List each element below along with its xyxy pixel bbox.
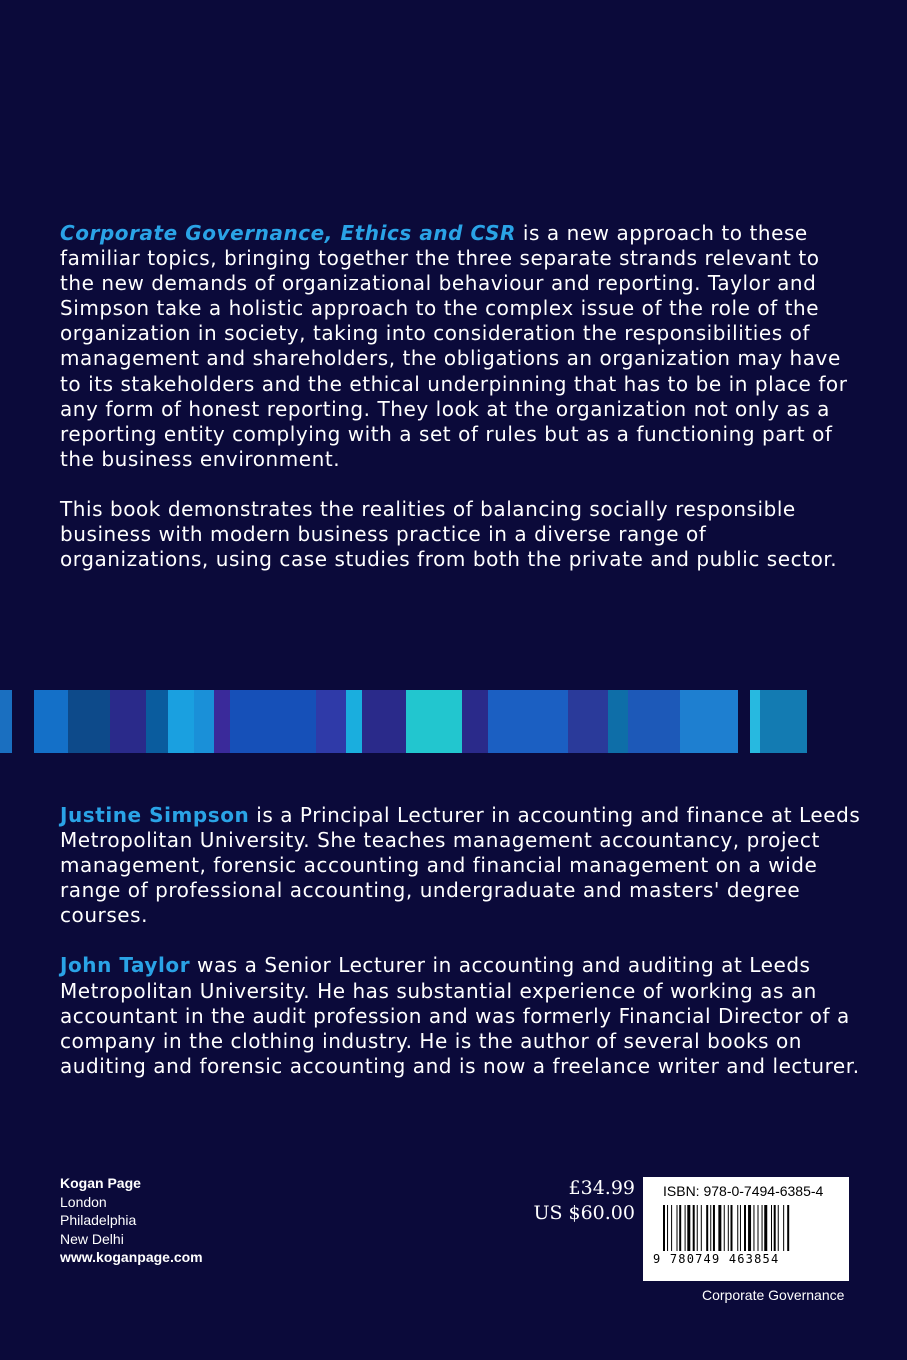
blurb-text-1: is a new approach to these familiar topics, bringing together the three separate strands relevant to the new demands of organizational behaviour and reporting. Taylor and Simpson take a holistic approach to the complex issue of the role of the organization in society, taking into consideration the responsibilities of management and shareholders, the obligations an organization may have to its stakeholders and the ethical underpinning that has to be in place for any form of honest reporting. They look at the organization not only as a reporting entity complying with a set of rules but as a functioning part of the business environment. xyxy=(60,221,848,471)
barcode-bar xyxy=(774,1205,776,1251)
stripe-segment xyxy=(750,690,760,753)
barcode-bar xyxy=(701,1205,702,1251)
barcode-bar xyxy=(764,1205,767,1251)
stripe-segment xyxy=(146,690,168,753)
publisher-city-new-delhi: New Delhi xyxy=(60,1230,124,1247)
blurb-paragraph-1 xyxy=(60,221,860,472)
stripe-segment xyxy=(194,690,214,753)
barcode-bar xyxy=(724,1205,725,1251)
barcode-bar xyxy=(671,1205,672,1251)
stripe-segment xyxy=(488,690,568,753)
price-uk: £34.99 xyxy=(568,1177,635,1199)
blurb-paragraph-2: This book demonstrates the realities of balancing socially responsible business with modern business practice in a diverse range of organizations, using case studies from both the private and public sector. xyxy=(60,496,838,572)
barcode-bar xyxy=(713,1205,715,1251)
price-us: US $60.00 xyxy=(533,1202,635,1224)
stripe-segment xyxy=(110,690,146,753)
stripe-segment xyxy=(738,690,750,753)
stripe-segment xyxy=(568,690,608,753)
stripe-segment xyxy=(406,690,462,753)
publisher-website: www.koganpage.com xyxy=(60,1249,203,1265)
barcode-bar xyxy=(753,1205,754,1251)
barcode-bar xyxy=(685,1205,686,1251)
author-bio-text-2: was a Senior Lecturer in accounting and auditing at Leeds Metropolitan University. He has substantial experience of working as an accountant in the audit profession and was formerly Financial Director of a company in the clothing industry. He is the author of several books on auditing and forensic accounting and is now a freelance writer and lecturer. xyxy=(60,953,860,1078)
price-block xyxy=(533,1176,635,1226)
barcode-bar xyxy=(758,1205,759,1251)
barcode-bar xyxy=(697,1205,698,1251)
barcode-bar xyxy=(737,1205,738,1251)
publisher-info xyxy=(60,1174,203,1267)
barcode-bar xyxy=(679,1205,681,1251)
barcode-bar xyxy=(783,1205,784,1251)
stripe-segment xyxy=(214,690,230,753)
author-bios xyxy=(60,803,870,1104)
category-label: Corporate Governance xyxy=(702,1287,845,1303)
stripe-segment xyxy=(168,690,194,753)
stripe-segment xyxy=(0,690,12,753)
book-title: Corporate Governance, Ethics and CSR xyxy=(60,221,516,245)
barcode-bars xyxy=(661,1205,836,1257)
barcode-bar xyxy=(706,1205,708,1251)
barcode-bar xyxy=(693,1205,695,1251)
stripe-segment xyxy=(628,690,680,753)
barcode-bar xyxy=(731,1205,733,1251)
barcode-bar xyxy=(744,1205,746,1251)
barcode-bar xyxy=(762,1205,763,1251)
barcode-bar xyxy=(718,1205,721,1251)
author-name-1: Justine Simpson xyxy=(60,803,250,827)
publisher-name: Kogan Page xyxy=(60,1175,141,1191)
barcode-bar xyxy=(663,1205,665,1251)
barcode-bar xyxy=(687,1205,690,1251)
author-bio-1 xyxy=(60,803,870,928)
stripe-segment xyxy=(230,690,316,753)
barcode-bar xyxy=(667,1205,668,1251)
barcode-bar xyxy=(728,1205,729,1251)
author-bio-2 xyxy=(60,953,870,1078)
stripe-segment xyxy=(68,690,110,753)
barcode-bar xyxy=(778,1205,779,1251)
book-blurb xyxy=(60,221,860,597)
barcode-bar xyxy=(787,1205,789,1251)
barcode-digits: 9 780749 463854 xyxy=(653,1252,780,1266)
stripe-segment xyxy=(608,690,628,753)
color-stripe-band xyxy=(0,690,907,753)
stripe-segment xyxy=(680,690,738,753)
stripe-segment xyxy=(462,690,488,753)
barcode-box xyxy=(643,1177,849,1281)
stripe-segment xyxy=(346,690,362,753)
publisher-city-philadelphia: Philadelphia xyxy=(60,1212,137,1228)
isbn-label: ISBN: 978-0-7494-6385-4 xyxy=(663,1183,824,1199)
stripe-segment xyxy=(362,690,406,753)
barcode-bar xyxy=(740,1205,741,1251)
author-name-2: John Taylor xyxy=(60,953,191,978)
barcode-bar xyxy=(748,1205,751,1251)
barcode-bar xyxy=(771,1205,772,1251)
barcode-bar xyxy=(677,1205,678,1251)
stripe-segment xyxy=(316,690,346,753)
stripe-segment xyxy=(12,690,34,753)
stripe-segment xyxy=(34,690,68,753)
barcode-bar xyxy=(710,1205,711,1251)
author-bio-text-1: is a Principal Lecturer in accounting and finance at Leeds Metropolitan University. She teaches management accountancy, project management, forensic accounting and financial management on a wide range of professional accounting, undergraduate and masters' degree courses. xyxy=(60,803,861,928)
stripe-segment xyxy=(760,690,807,753)
publisher-city-london: London xyxy=(60,1193,107,1210)
